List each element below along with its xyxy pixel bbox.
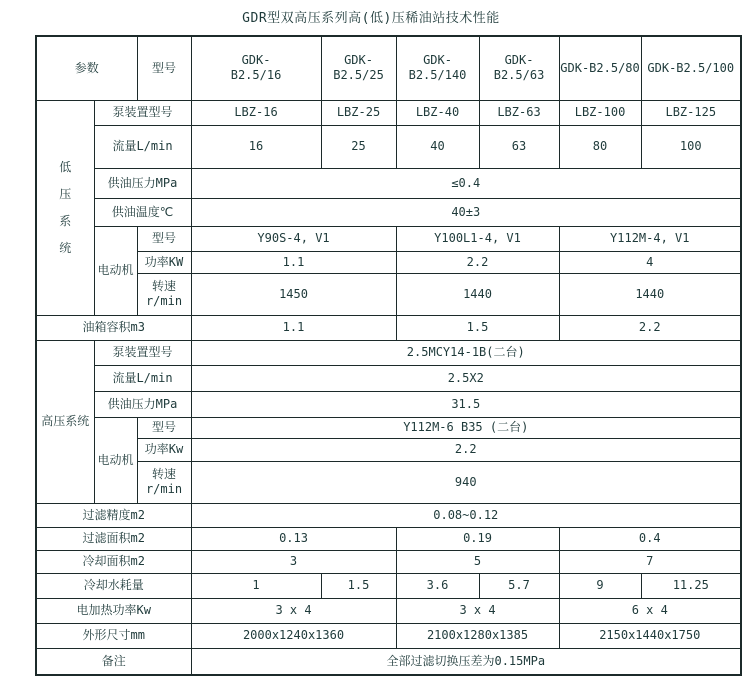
row-lp-motor-model [36, 226, 741, 251]
cooling-area-value-1: 5 [396, 550, 559, 573]
row-lp-motor-power [36, 251, 741, 273]
row-dimensions [36, 623, 741, 648]
cooling-water-label: 冷却水耗量 [36, 573, 191, 598]
row-hp-motor-power [36, 438, 741, 461]
row-remark [36, 648, 741, 675]
lp-flow-value-0: 16 [191, 125, 321, 168]
heating-power-value-1: 3 x 4 [396, 598, 559, 623]
lp-pump-model-value-3: LBZ-63 [479, 100, 559, 125]
row-lp-supply-pressure [36, 168, 741, 198]
lp-flow-value-1: 25 [321, 125, 396, 168]
hp-motor-model-label: 型号 [137, 417, 191, 438]
cooling-water-value-5: 11.25 [641, 573, 741, 598]
cooling-area-value-0: 3 [191, 550, 396, 573]
tank-volume-value-1: 1.5 [396, 315, 559, 340]
row-lp-motor-speed [36, 273, 741, 315]
hp-motor-label: 电动机 [94, 417, 137, 503]
header-model-5: GDK-B2.5/100 [641, 36, 741, 100]
hp-supply-pressure-label: 供油压力MPa [94, 391, 191, 417]
tank-volume-label: 油箱容积m3 [36, 315, 191, 340]
header-model-label: 型号 [137, 36, 191, 100]
dimensions-value-1: 2100x1280x1385 [396, 623, 559, 648]
lp-motor-model-value-1: Y100L1-4, V1 [396, 226, 559, 251]
row-cooling-area [36, 550, 741, 573]
lp-supply-temperature-value: 40±3 [191, 198, 741, 226]
row-lp-pump-model [36, 100, 741, 125]
hp-motor-power-value: 2.2 [191, 438, 741, 461]
tank-volume-value-2: 2.2 [559, 315, 741, 340]
lp-motor-speed-label [137, 273, 191, 315]
lp-supply-pressure-value: ≤0.4 [191, 168, 741, 198]
header-model-1: GDK-B2.5/25 [321, 36, 396, 100]
row-filter-area [36, 527, 741, 550]
page-title: GDR型双高压系列高(低)压稀油站技术性能 [242, 11, 500, 26]
lp-pump-model-value-0: LBZ-16 [191, 100, 321, 125]
row-lp-flow [36, 125, 741, 168]
lp-pump-model-value-5: LBZ-125 [641, 100, 741, 125]
lp-flow-value-5: 100 [641, 125, 741, 168]
lp-motor-power-value-0: 1.1 [191, 251, 396, 273]
filter-area-value-2: 0.4 [559, 527, 741, 550]
row-lp-supply-temperature [36, 198, 741, 226]
header-row [36, 36, 741, 100]
hp-motor-speed-value: 940 [191, 461, 741, 503]
cooling-water-value-1: 1.5 [321, 573, 396, 598]
row-hp-motor-model [36, 417, 741, 438]
lp-pump-model-label: 泵装置型号 [94, 100, 191, 125]
header-param-label: 参数 [36, 36, 137, 100]
filter-precision-label: 过滤精度m2 [36, 503, 191, 527]
row-hp-pump-model [36, 340, 741, 365]
lp-section-label: 低压系统 [59, 159, 72, 255]
tank-volume-value-0: 1.1 [191, 315, 396, 340]
lp-pump-model-value-4: LBZ-100 [559, 100, 641, 125]
lp-motor-power-label: 功率KW [137, 251, 191, 273]
hp-section-label: 高压系统 [36, 340, 94, 503]
hp-flow-value: 2.5X2 [191, 365, 741, 391]
row-hp-flow [36, 365, 741, 391]
lp-motor-label: 电动机 [94, 226, 137, 315]
lp-pump-model-value-1: LBZ-25 [321, 100, 396, 125]
hp-motor-speed-label [137, 461, 191, 503]
cooling-area-value-2: 7 [559, 550, 741, 573]
lp-pump-model-value-2: LBZ-40 [396, 100, 479, 125]
dimensions-label: 外形尺寸mm [36, 623, 191, 648]
lp-section-label-cell [36, 100, 94, 315]
lp-motor-speed-label-line2: r/min [145, 294, 183, 308]
filter-area-value-1: 0.19 [396, 527, 559, 550]
hp-motor-speed-label-line2: r/min [145, 482, 183, 496]
row-hp-supply-pressure [36, 391, 741, 417]
remark-value: 全部过滤切换压差为0.15MPa [191, 648, 741, 675]
hp-motor-speed-label-line1: 转速 [152, 467, 177, 481]
filter-area-label: 过滤面积m2 [36, 527, 191, 550]
lp-flow-value-3: 63 [479, 125, 559, 168]
hp-pump-model-value: 2.5MCY14-1B(二台) [191, 340, 741, 365]
row-tank-volume [36, 315, 741, 340]
lp-flow-value-4: 80 [559, 125, 641, 168]
cooling-area-label: 冷却面积m2 [36, 550, 191, 573]
lp-motor-model-label: 型号 [137, 226, 191, 251]
cooling-water-value-4: 9 [559, 573, 641, 598]
header-model-2: GDK-B2.5/140 [396, 36, 479, 100]
cooling-water-value-2: 3.6 [396, 573, 479, 598]
row-hp-motor-speed [36, 461, 741, 503]
remark-label: 备注 [36, 648, 191, 675]
lp-motor-speed-label-line1: 转速 [152, 279, 177, 293]
lp-supply-pressure-label: 供油压力MPa [94, 168, 191, 198]
header-model-0 [191, 36, 321, 100]
heating-power-value-0: 3 x 4 [191, 598, 396, 623]
dimensions-value-0: 2000x1240x1360 [191, 623, 396, 648]
header-model-0-line2: B2.5/16 [230, 68, 282, 83]
lp-flow-value-2: 40 [396, 125, 479, 168]
hp-supply-pressure-value: 31.5 [191, 391, 741, 417]
lp-motor-model-value-0: Y90S-4, V1 [191, 226, 396, 251]
lp-motor-speed-value-2: 1440 [559, 273, 741, 315]
hp-pump-model-label: 泵装置型号 [94, 340, 191, 365]
lp-motor-model-value-2: Y112M-4, V1 [559, 226, 741, 251]
row-filter-precision [36, 503, 741, 527]
lp-motor-power-value-2: 4 [559, 251, 741, 273]
row-cooling-water [36, 573, 741, 598]
spec-table [35, 35, 742, 676]
header-model-4: GDK-B2.5/80 [559, 36, 641, 100]
hp-motor-model-value: Y112M-6 B35 (二台) [191, 417, 741, 438]
hp-flow-label: 流量L/min [94, 365, 191, 391]
lp-motor-power-value-1: 2.2 [396, 251, 559, 273]
cooling-water-value-0: 1 [191, 573, 321, 598]
header-model-0-line1: GDK- [241, 53, 271, 68]
hp-motor-power-label: 功率Kw [137, 438, 191, 461]
heating-power-value-2: 6 x 4 [559, 598, 741, 623]
header-model-3: GDK-B2.5/63 [479, 36, 559, 100]
filter-precision-value: 0.08~0.12 [191, 503, 741, 527]
lp-motor-speed-value-0: 1450 [191, 273, 396, 315]
cooling-water-value-3: 5.7 [479, 573, 559, 598]
row-heating-power [36, 598, 741, 623]
filter-area-value-0: 0.13 [191, 527, 396, 550]
lp-motor-speed-value-1: 1440 [396, 273, 559, 315]
lp-supply-temperature-label: 供油温度℃ [94, 198, 191, 226]
dimensions-value-2: 2150x1440x1750 [559, 623, 741, 648]
lp-flow-label: 流量L/min [94, 125, 191, 168]
heating-power-label: 电加热功率Kw [36, 598, 191, 623]
